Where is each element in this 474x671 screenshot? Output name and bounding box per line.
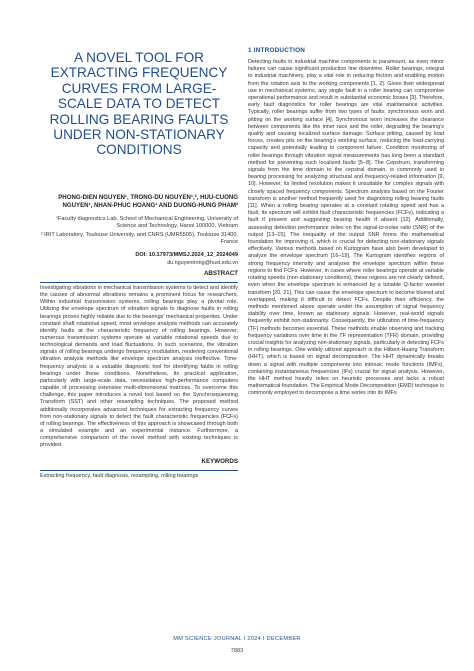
introduction-text: Detecting faults in industrial machine components is paramount, as even minor failures can cause significant production line downtime. Roller bearings, integral to industrial machinery, play a vital role in reducing friction and enabling motion from the rotation axis to the working components [1, 2]. Given their widespread use in mechanical systems, any single fault in a roller bearing can compromise operational performance and result in substantial economic losses [3]. Therefore, early fault diagnostics for roller bearings are vital maintenance activities. Typically, roller bearings suffer from two types of faults: synchronous worn and pitting on the working surface [4]. Synchronous worn increases the clearance between components like the inner race and the roller, degrading the bearing's quality and causing localized surface damage. Surface pitting, caused by load forces, creates pits on the bearing's working surface, reducing the load-carrying capacity and potentially leading to component failure. Condition monitoring of roller bearings through vibration signal measurements has long been a standard method for preventing such localized faults [5–8]. The Cepstrum, transforming signals from the time domain to the cepstral domain, is commonly used in bearing processing for analyzing structural and frequency-related information [9, 10]. However, its limited resolution makes it unsuitable for complex signals with closely spaced frequency components. Spectrum analysis based on the Fourier transform is another method frequently used for diagnosing rolling bearing faults [11]. When a rolling bearing operates at a constant rotating speed and has a fault, its spectrum will exhibit fault characteristic frequencies (FCFs), indicating a fault if present and suggesting bearing health if absent [12]. Additionally, assessing detection performance relies on the signal-to-noise ratio (SNR) of the output [13–15]. The inequality of the output SNR forms the mathematical foundation for improving it, which is crucial for detecting non-stationary signals effectively. Various methods based on Kurtogram have also been developed to analyze the envelope spectrum [16–19]. The Kurtogram identifies regions of strong frequency intensity and analyzes the envelope spectrum within these regions to find FCFs. However, in cases where roller bearings operate at variable rotating speeds (non-stationary conditions), these regions are not clearly defined, even when the envelope spectrum is enhanced by a tunable Q-factor wavelet transform [20, 21]. This can cause the envelope spectrum to become blurred and overlapped, making it difficult to detect FCFs. Despite their efficiency, the methods mentioned above operate under the assumption of signal frequency stability over time, known as stationary signals. However, real-world signals frequently exhibit non-stationarity. Consequently, the utilization of time-frequency (TF) methods becomes essential. These methods enable observing and tracking frequency variations over time in the TF representation (TFR) domain, providing crucial insights for analyzing non-stationary signals, particularly in detecting FCFs in rolling bearings. One widely utilized approach is the Hilbert-Huang Transform (HHT), which is based on signal decomposition. The HHT dynamically breaks down a signal with multiple components into intrinsic mode functions (IMFs), containing instantaneous frequencies (IFs) crucial for signal analysis. However, the HHT method heavily relies on heuristic processes and lacks a robust mathematical foundation. The Empirical Mode Decomposition (EMD) technique is commonly employed to decompose a time series into its IMFs [248,59,444,397]
keywords-heading: KEYWORDS [201,458,238,466]
left-column [40,44,238,481]
doi-line[interactable]: DOI: 10.17973/MMSJ.2024_12_2024049 [135,252,238,259]
paper-title: A NOVEL TOOL FOR EXTRACTING FREQUENCY CURVES FROM LARGE-SCALE DATA TO DETECT ROLLING BEARING FAULTS UNDER NON-STATIONARY CONDITIONS [49,50,229,158]
right-column [248,44,444,398]
footer-journal: MM SCIENCE JOURNAL I 2024 I DECEMBER [173,636,301,642]
affiliation-2: ² IRIT Laboratory, Toulouse University, and CNRS (UMR5505), Toulouse 31400, France [40,231,238,246]
keywords-text: Extracting frequency, fault diagnosis, resampling, rolling bearings [40,473,199,480]
abstract-heading: ABSTRACT [203,269,238,277]
keywords-divider [40,470,238,471]
author-list: PHONG-DIEN NGUYEN¹, TRONG-DU NGUYEN¹,², HUU-CUONG NGUYEN¹, NHAN-PHUC HOANG¹ AND DUONG-HUNG PHAM² [58,193,238,209]
affiliation-1: ¹Faculty diagnostics Lab, School of Mechanical Engineering, University of Science and Technology, Hanoi 100000, Vietnam [56,215,238,230]
author-email[interactable]: du.nguyentrong@hust.edu.vn [167,259,238,266]
page-number: 7883 [230,648,244,654]
affiliations [40,216,238,247]
abstract-text: Investigating vibrations in mechanical transmission systems to detect and identify the causes of abnormal vibrations remains a prominent focus for researchers. Within industrial transmission systems, rolling bearings play a pivotal role. Utilizing the envelope spectrum of vibration signals to diagnose faults in rolling bearings proves highly reliable due to the bearings' mechanical properties. Under constant shaft rotational speed, most envelope analysis methods can accurately identify faults at the characteristic frequency of rolling bearings. However, numerous transmission systems operate at variable rotational speeds due to technological demands and load fluctuations. In such scenarios, the vibration signals of rolling bearings undergo frequency modulation, rendering conventional vibration analysis methods like envelope spectrum analysis ineffective. Time-frequency analysis is a valuable diagnostic tool for identifying faults in rolling bearings under these conditions. Nonetheless, its practical application, particularly with large-scale data, necessitates high-performance computers capable of processing extensive multi-dimensional matrices. To overcome this challenge, this paper introduces a novel tool based on the Synchrosqueezing Transform (SST) and other resampling techniques. The proposed method additionally incorporates advanced techniques for extracting frequency curves from non-stationary signals to detect the fault characteristic frequencies (FCFs) of rolling bearings. The effectiveness of this approach is showcased through both a simulated example and an experimental instance. Furthermore, a comprehensive comparison of the novel method with existing techniques is provided. [40,284,238,449]
introduction-heading: 1 INTRODUCTION [248,47,306,54]
abstract-divider [40,282,238,283]
